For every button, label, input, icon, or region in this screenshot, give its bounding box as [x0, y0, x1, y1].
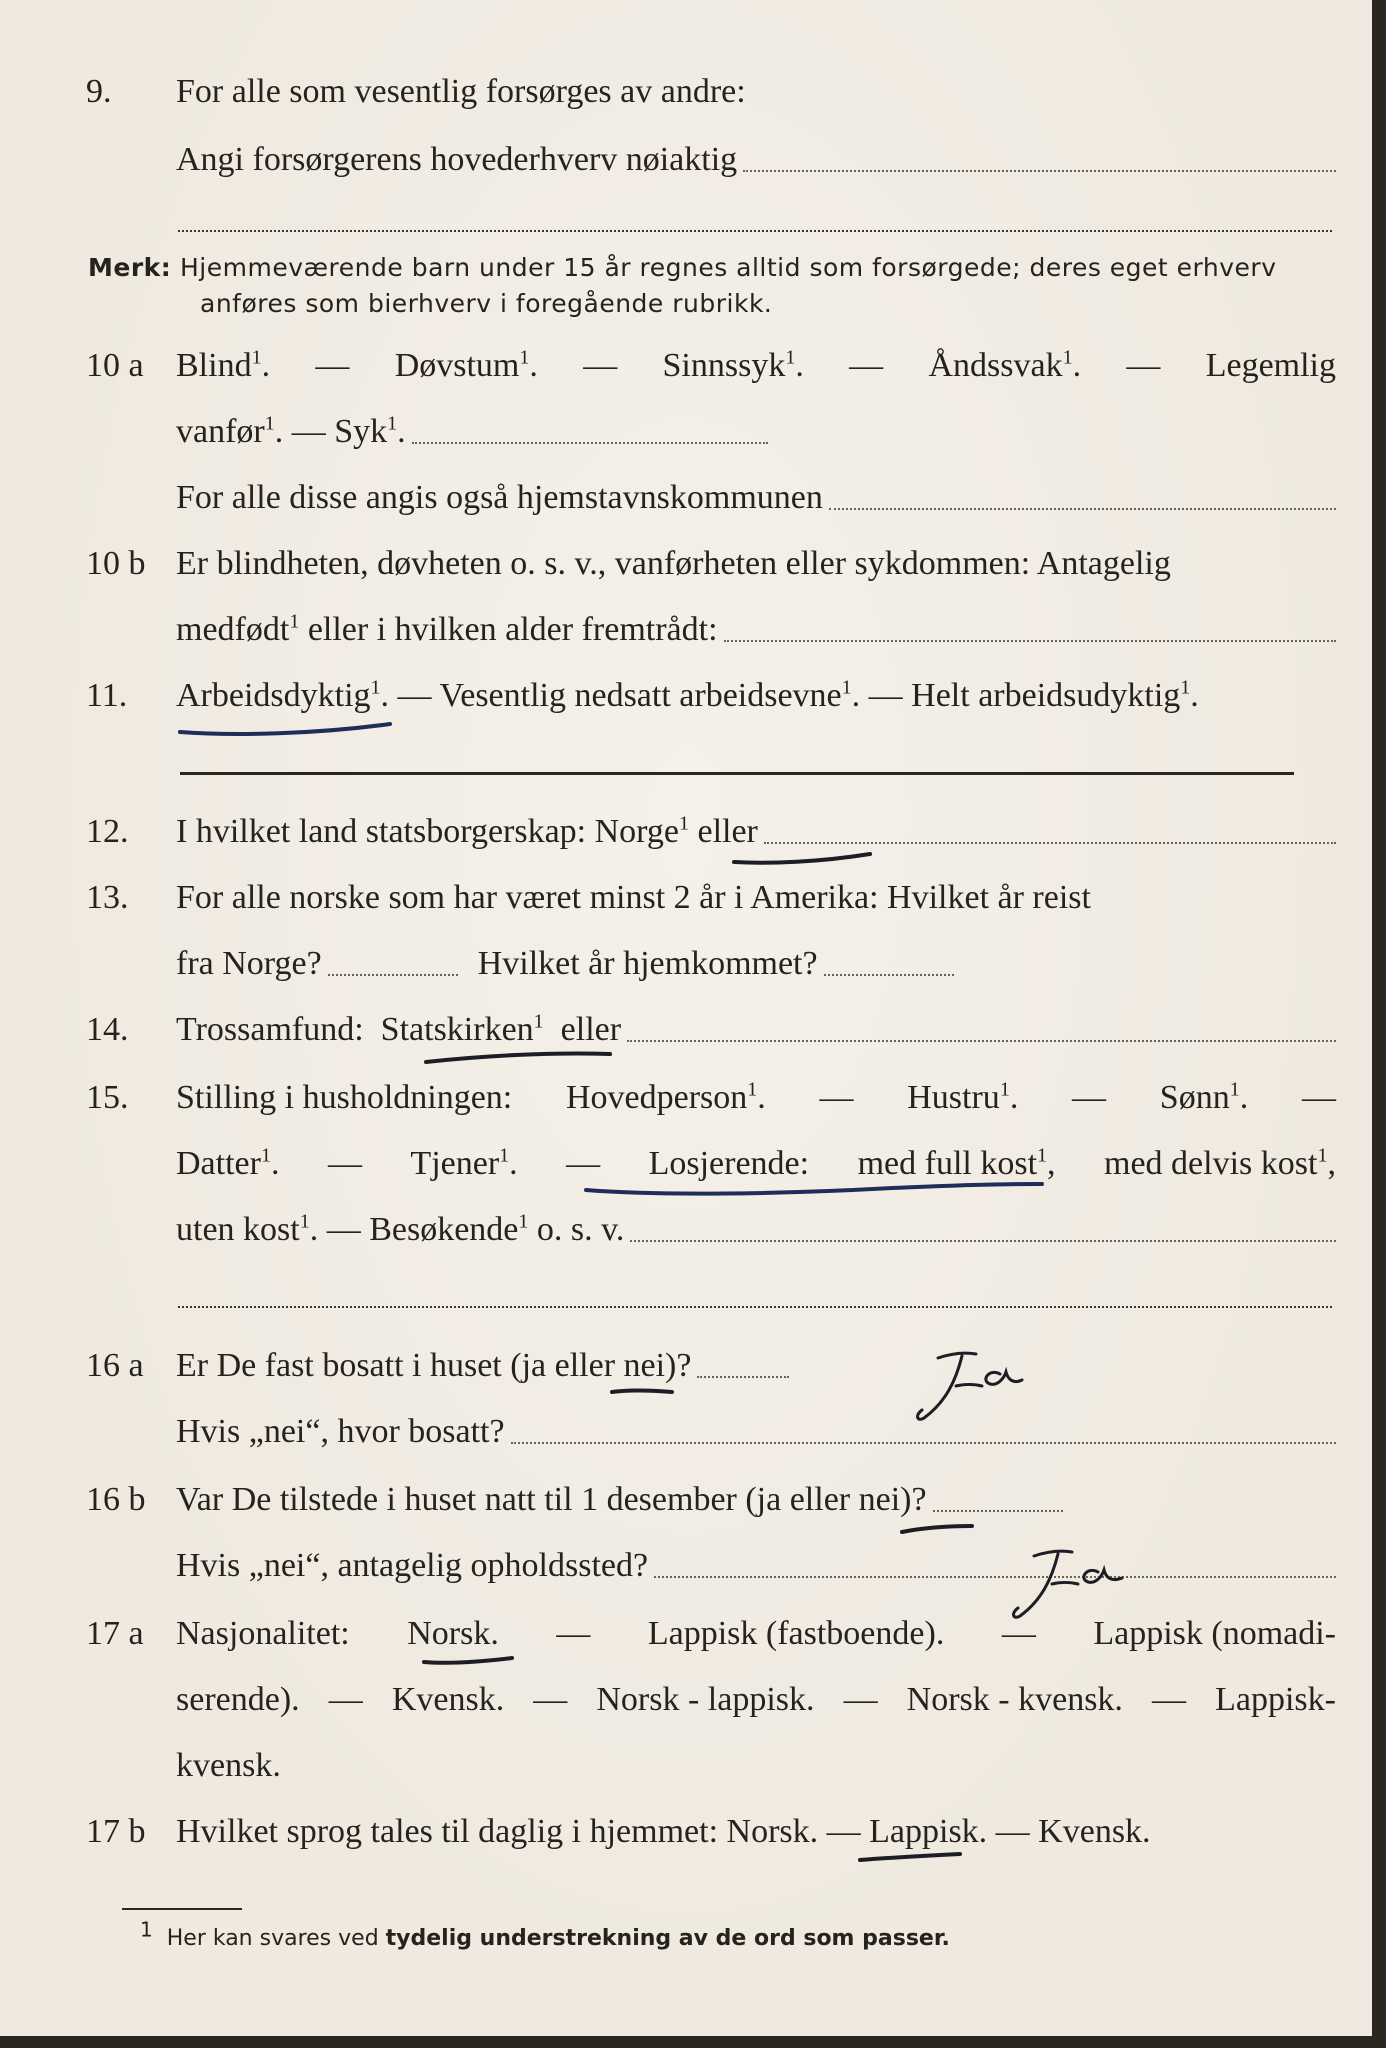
q17b-number: 17 b	[86, 1813, 146, 1850]
q15-line-3	[86, 1210, 1336, 1250]
handwritten-answer-ja-16b	[1006, 1536, 1166, 1626]
q11-answer-rule	[180, 772, 1294, 775]
q17b-text: Hvilket sprog tales til daglig i hjemmet: Norsk. — Lappisk. — Kvensk.	[176, 1813, 1151, 1850]
q16b-opphold-field[interactable]	[654, 1576, 1336, 1578]
q10a-answer-field[interactable]	[412, 442, 768, 444]
q14-text: Trossamfund: Statskirken$^1$ eller	[176, 1010, 622, 1048]
q15-options-3: uten kost$^1$. — Besøkende$^1$ o. s. v.	[176, 1210, 625, 1248]
q13-hjemkommet-label: Hvilket år hjemkommet?	[477, 945, 818, 982]
option-lappisk-kvensk[interactable]: Lappisk-	[1215, 1681, 1336, 1718]
q13-line-2	[86, 944, 1336, 984]
q15-answer-line-2[interactable]	[178, 1306, 1332, 1308]
handwritten-underline-losjerende-full-kost	[582, 1172, 1052, 1206]
q9-answer-line-2[interactable]	[178, 230, 1332, 232]
q15-answer-field[interactable]	[630, 1240, 1336, 1242]
q16b-text-2: Hvis „nei“, antagelig opholdssted?	[176, 1547, 649, 1584]
q17a-line-3: kvensk.	[176, 1747, 281, 1784]
q10a-hjemstavn-text: For alle disse angis også hjemstavnskommunen	[176, 479, 823, 516]
q13-hjemkommet-field[interactable]	[824, 974, 954, 976]
q13-reist-label: fra Norge?	[176, 945, 322, 982]
merk-text-1: Hjemmeværende barn under 15 år regnes alltid som forsørgede; deres eget erhverv	[180, 253, 1277, 282]
q10a-number: 10 a	[86, 347, 144, 384]
q16a-line-1	[86, 1346, 1336, 1386]
q10a-line-1	[86, 346, 1336, 386]
q13-number: 13.	[86, 879, 129, 916]
q10b-line-1	[86, 544, 1336, 584]
handwritten-underline-norsk-17a	[420, 1650, 520, 1672]
option-statskirken[interactable]: Statskirken$^1$	[380, 1010, 544, 1048]
option-losjerende[interactable]: Losjerende:	[648, 1145, 810, 1182]
option-legemlig[interactable]: Legemlig	[1205, 347, 1336, 384]
q15-options-1: Stilling i husholdningen: Hovedperson$^1$. — Hustru$^1$. — Sønn$^1$. —	[176, 1078, 1336, 1116]
q15-options-2: Datter$^1$. — Tjener$^1$. — Losjerende: med full kost$^1$, med delvis kost$^1$,	[176, 1144, 1336, 1182]
q16a-bosatt-field[interactable]	[511, 1442, 1336, 1444]
merk-line-1	[88, 250, 1336, 286]
option-lappisk-nomadi[interactable]: Lappisk (nomadi-	[1093, 1615, 1336, 1652]
q10a-line-2	[86, 412, 1336, 452]
q16a-text-1: Er De fast bosatt i huset (ja eller nei)?	[176, 1347, 692, 1384]
option-norsk-lappisk[interactable]: Norsk - lappisk.	[596, 1681, 815, 1718]
merk-text-2: anføres som bierhverv i foregående rubrikk.	[200, 289, 773, 318]
q10b-text-2: medfødt$^1$ eller i hvilken alder fremtrådt:	[176, 610, 718, 648]
merk-label: Merk:	[88, 253, 172, 282]
option-sinnssyk[interactable]: Sinnssyk$^1$.	[662, 346, 804, 384]
q16a-answer-field[interactable]	[697, 1376, 789, 1378]
option-sonn[interactable]: Sønn$^1$.	[1159, 1078, 1249, 1116]
q17a-options-1: Nasjonalitet: Norsk. — Lappisk (fastboende). — Lappisk (nomadi-	[176, 1615, 1336, 1652]
q16a-line-2	[86, 1412, 1336, 1452]
option-hovedperson[interactable]: Hovedperson$^1$.	[565, 1078, 766, 1116]
footnote-rule	[122, 1908, 242, 1910]
merk-note	[88, 250, 1336, 322]
q10b-line-2	[86, 610, 1336, 650]
q10b-text-1: Er blindheten, døvheten o. s. v., vanførheten eller sykdommen: Antagelig	[176, 545, 1171, 582]
option-lappisk-fastboende[interactable]: Lappisk (fastboende).	[647, 1615, 945, 1652]
option-med-full-kost[interactable]: med full kost$^1$,	[857, 1144, 1056, 1182]
q12-text: I hvilket land statsborgerskap: Norge$^1$ eller	[176, 812, 758, 850]
q12-line	[86, 812, 1336, 852]
q12-answer-field[interactable]	[764, 842, 1336, 844]
handwritten-underline-norge	[730, 848, 880, 872]
option-kvensk[interactable]: Kvensk.	[391, 1681, 505, 1718]
handwritten-underline-norsk-17b	[856, 1848, 966, 1870]
handwritten-underline-statskirken	[420, 1046, 620, 1070]
q13-text-1: For alle norske som har været minst 2 år i Amerika: Hvilket år reist	[176, 879, 1091, 916]
q11-options: Arbeidsdyktig$^1$. — Vesentlig nedsatt arbeidsevne$^1$. — Helt arbeidsudyktig$^1$.	[176, 676, 1199, 714]
option-nedsatt[interactable]: Vesentlig nedsatt arbeidsevne$^1$.	[439, 676, 861, 714]
q13-reist-field[interactable]	[328, 974, 458, 976]
option-vanfor-syk[interactable]: vanfør$^1$. — Syk$^1$.	[176, 412, 406, 450]
q16a-text-2: Hvis „nei“, hvor bosatt?	[176, 1413, 505, 1450]
option-besokende[interactable]: Besøkende$^1$	[369, 1210, 529, 1248]
q17b-line	[86, 1812, 1336, 1852]
option-udyktig[interactable]: Helt arbeidsudyktig$^1$.	[911, 676, 1199, 714]
q12-number: 12.	[86, 813, 129, 850]
q10b-number: 10 b	[86, 545, 146, 582]
q14-number: 14.	[86, 1011, 129, 1048]
option-blind[interactable]: Blind$^1$.	[176, 346, 271, 384]
q9-line-2	[86, 140, 1336, 180]
option-norsk-kvensk[interactable]: Norsk - kvensk.	[906, 1681, 1123, 1718]
footnote: 1 Her kan svares ved tydelig understrekning av de ord som passer.	[140, 1917, 950, 1951]
q17a-number: 17 a	[86, 1615, 144, 1652]
option-hustru[interactable]: Hustru$^1$.	[907, 1078, 1019, 1116]
q16b-number: 16 b	[86, 1481, 146, 1518]
handwritten-underline-ja-16b	[898, 1518, 978, 1540]
option-andssvak[interactable]: Åndssvak$^1$.	[928, 346, 1082, 384]
q16a-number: 16 a	[86, 1347, 144, 1384]
q14-line	[86, 1010, 1336, 1050]
q13-line-1	[86, 878, 1336, 918]
option-tjener[interactable]: Tjener$^1$.	[410, 1144, 518, 1182]
q16b-text-1: Var De tilstede i huset natt til 1 desember (ja eller nei)?	[176, 1481, 927, 1518]
q9-text-1: For alle som vesentlig forsørges av andre:	[176, 73, 746, 110]
q17a-line-1	[86, 1614, 1336, 1654]
q14-answer-field[interactable]	[627, 1040, 1336, 1042]
q10a-hjemstavn-field[interactable]	[829, 508, 1336, 510]
q16b-line-1	[86, 1480, 1336, 1520]
q11-number: 11.	[86, 677, 128, 714]
option-dovstum[interactable]: Døvstum$^1$.	[394, 346, 538, 384]
option-uten-kost[interactable]: uten kost$^1$.	[176, 1210, 319, 1248]
q10a-options-1: Blind$^1$. — Døvstum$^1$. — Sinnssyk$^1$. — Åndssvak$^1$. — Legemlig	[176, 346, 1336, 384]
q15-line-1	[86, 1078, 1336, 1118]
q15-number: 15.	[86, 1079, 129, 1116]
handwritten-underline-ja-16a	[608, 1382, 678, 1402]
q16b-answer-field[interactable]	[933, 1510, 1063, 1512]
q10b-answer-field[interactable]	[724, 640, 1336, 642]
option-norsk[interactable]: Norsk.	[407, 1615, 499, 1652]
q9-number: 9.	[86, 73, 112, 110]
option-norge[interactable]: Norge$^1$	[594, 812, 689, 850]
q11-line	[86, 676, 1336, 716]
q17a-line-2	[86, 1680, 1336, 1720]
handwritten-underline-arbeidsdyktig	[176, 712, 396, 742]
q10a-line-3	[86, 478, 1336, 518]
q9-line-1	[86, 72, 1336, 112]
option-med-delvis-kost[interactable]: med delvis kost$^1$,	[1104, 1144, 1336, 1182]
option-arbeidsdyktig[interactable]: Arbeidsdyktig$^1$.	[176, 676, 390, 714]
q9-text-2: Angi forsørgerens hovederhverv nøiaktig	[176, 141, 738, 178]
option-datter[interactable]: Datter$^1$.	[176, 1144, 280, 1182]
q9-answer-field[interactable]	[743, 170, 1336, 172]
q17a-options-2: serende). — Kvensk. — Norsk - lappisk. — Norsk - kvensk. — Lappisk-	[176, 1681, 1336, 1718]
